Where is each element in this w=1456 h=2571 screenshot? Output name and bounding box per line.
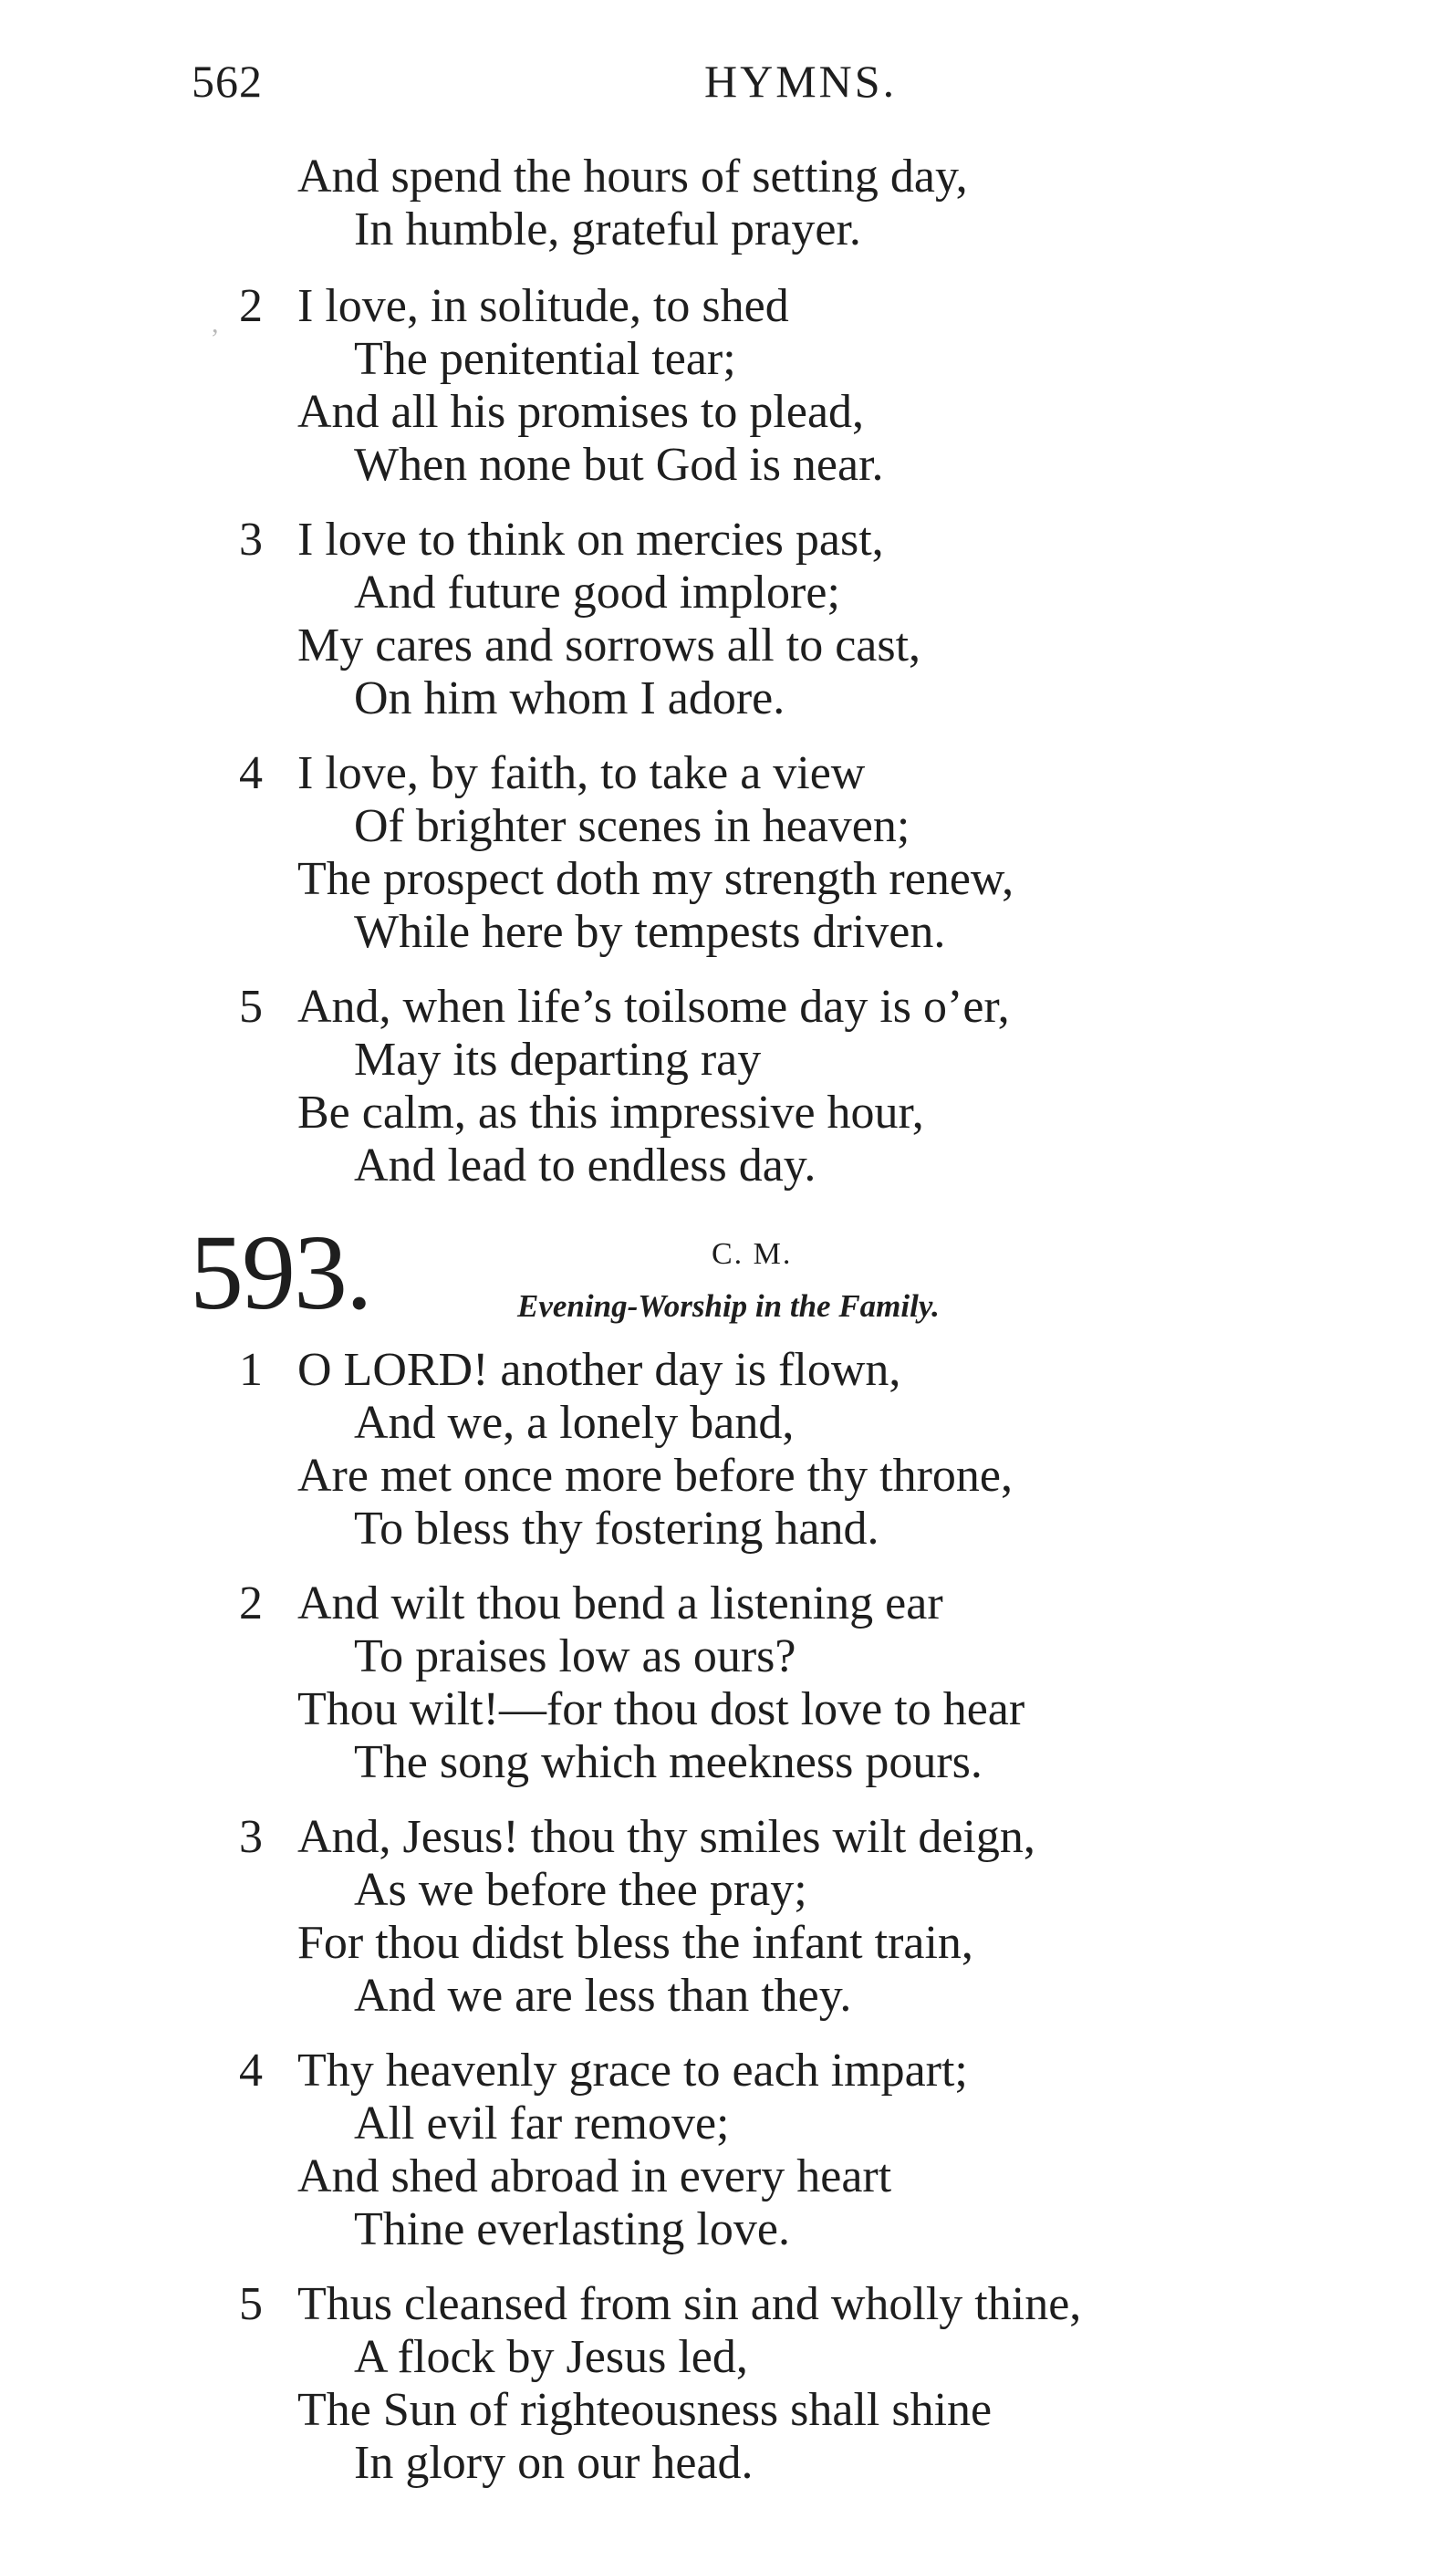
hymn-title: Evening-Worship in the Family. bbox=[517, 1288, 940, 1324]
verse-line: My cares and sorrows all to cast, bbox=[297, 619, 921, 671]
verse-line: On him whom I adore. bbox=[354, 672, 785, 724]
stanza-number: 2 bbox=[239, 280, 263, 332]
verse-line: In glory on our head. bbox=[354, 2437, 754, 2489]
verse-line: And wilt thou bend a listening ear bbox=[297, 1577, 943, 1629]
verse-line: I love, in solitude, to shed bbox=[297, 280, 789, 332]
stanza-number: 5 bbox=[239, 981, 263, 1033]
stanza-number: 3 bbox=[239, 514, 263, 566]
stanza-number: 5 bbox=[239, 2278, 263, 2330]
verse-line: As we before thee pray; bbox=[354, 1864, 807, 1916]
verse-line: While here by tempests driven. bbox=[354, 906, 946, 958]
verse-line: Thou wilt!—for thou dost love to hear bbox=[297, 1683, 1025, 1735]
verse-line: In humble, grateful prayer. bbox=[354, 203, 861, 255]
verse-line: The Sun of righteousness shall shine bbox=[297, 2384, 993, 2436]
verse-line: And shed abroad in every heart bbox=[297, 2150, 892, 2202]
verse-line: The penitential tear; bbox=[354, 333, 736, 385]
page-header bbox=[192, 55, 1378, 119]
verse-line: Thus cleansed from sin and wholly thine, bbox=[297, 2278, 1082, 2330]
verse-line: And spend the hours of setting day, bbox=[297, 151, 968, 203]
verse-line: O LORD! another day is flown, bbox=[297, 1344, 901, 1396]
verse-line: And we are less than they. bbox=[354, 1970, 852, 2022]
verse-line: All evil far remove; bbox=[354, 2097, 730, 2149]
verse-line: Thy heavenly grace to each impart; bbox=[297, 2045, 968, 2097]
verse-line: To praises low as ours? bbox=[354, 1630, 796, 1682]
verse-line: May its departing ray bbox=[354, 1034, 762, 1086]
stanza-number: 4 bbox=[239, 747, 263, 799]
verse-line: When none but God is near. bbox=[354, 439, 884, 491]
verse-line: And, Jesus! thou thy smiles wilt deign, bbox=[297, 1811, 1035, 1863]
stanza-number: 4 bbox=[239, 2045, 263, 2097]
verse-line: I love to think on mercies past, bbox=[297, 514, 884, 566]
verse-line: I love, by faith, to take a view bbox=[297, 747, 866, 799]
verse-line: Thine everlasting love. bbox=[354, 2203, 790, 2255]
verse-line: For thou didst bless the infant train, bbox=[297, 1917, 973, 1969]
hymn-number: 593. bbox=[190, 1213, 371, 1332]
verse-line: Be calm, as this impressive hour, bbox=[297, 1087, 924, 1139]
verse-line: The song which meekness pours. bbox=[354, 1736, 983, 1788]
verse-line: And we, a lonely band, bbox=[354, 1397, 795, 1449]
verse-line: Of brighter scenes in heaven; bbox=[354, 800, 910, 852]
stanza-number: 2 bbox=[239, 1577, 263, 1629]
verse-line: Are met once more before thy throne, bbox=[297, 1450, 1014, 1502]
page-number: 562 bbox=[192, 56, 263, 107]
verse-line: And lead to endless day. bbox=[354, 1140, 816, 1192]
verse-line: And future good implore; bbox=[354, 567, 840, 619]
stanza-number: 1 bbox=[239, 1344, 263, 1396]
verse-line: To bless thy fostering hand. bbox=[354, 1503, 879, 1555]
verse-line: The prospect doth my strength renew, bbox=[297, 853, 1014, 905]
hymn-meter: C. M. bbox=[712, 1237, 793, 1271]
verse-line: A flock by Jesus led, bbox=[354, 2331, 748, 2383]
verse-line: And all his promises to plead, bbox=[297, 386, 865, 438]
verse-line: And, when life’s toilsome day is o’er, bbox=[297, 981, 1010, 1033]
margin-mark: , bbox=[212, 308, 219, 338]
running-head: HYMNS. bbox=[704, 56, 898, 107]
stanza-number: 3 bbox=[239, 1811, 263, 1863]
